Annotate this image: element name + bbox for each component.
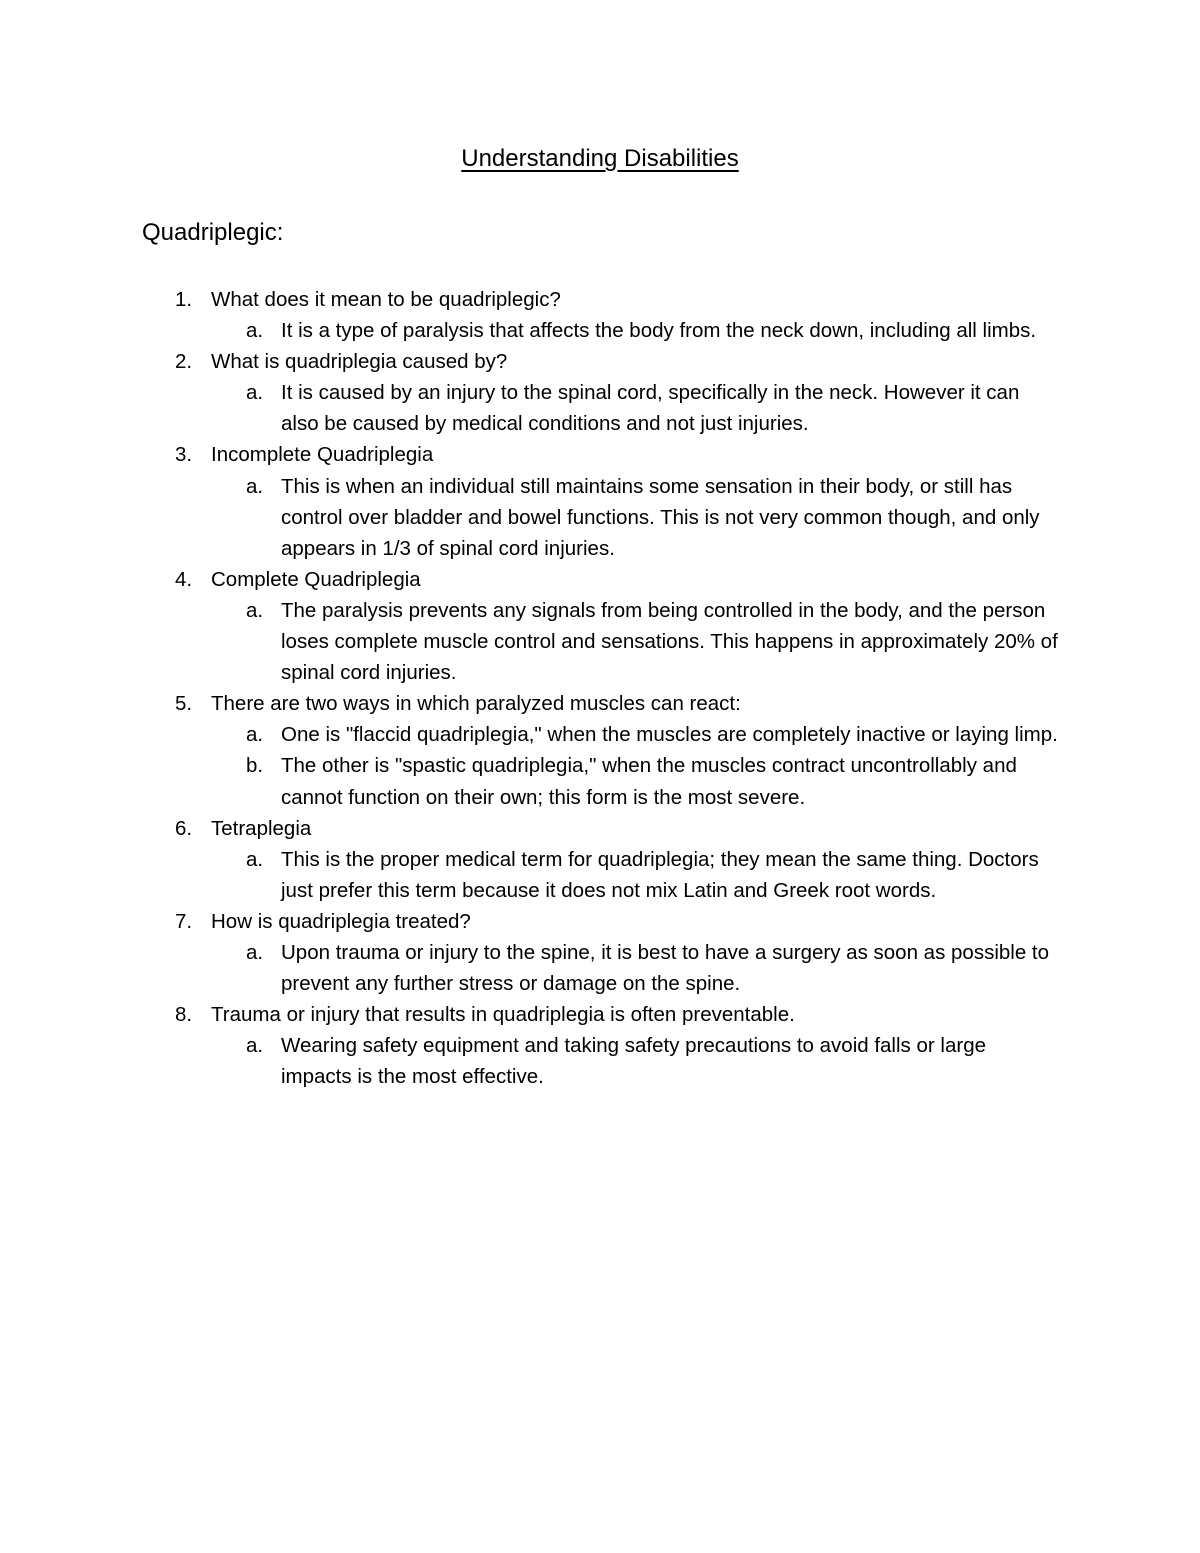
list-item-number: 1. bbox=[175, 288, 193, 311]
sub-list-item-letter: a. bbox=[246, 381, 264, 405]
list-item-text: Trauma or injury that results in quadriplegia is often preventable. bbox=[211, 1003, 795, 1027]
list-item-row bbox=[142, 439, 1082, 470]
list-item bbox=[142, 906, 1082, 999]
list-item-number: 8. bbox=[175, 1003, 193, 1027]
list-item-number: 6. bbox=[175, 816, 193, 840]
list-item-text: Complete Quadriplegia bbox=[211, 567, 421, 591]
numbered-list bbox=[142, 284, 1082, 1092]
sub-list-item-text: Wearing safety equipment and taking safety precautions to avoid falls or large impacts is the most effective. bbox=[281, 1034, 986, 1089]
sub-list-item-text: One is "flaccid quadriplegia," when the muscles are completely inactive or laying limp. bbox=[281, 723, 1058, 747]
list-item-number: 5. bbox=[175, 692, 193, 716]
list-item-row bbox=[142, 284, 1082, 315]
section-heading: Quadriplegic: bbox=[142, 219, 284, 246]
sub-list-item-letter: a. bbox=[246, 598, 264, 622]
list-item-text: How is quadriplegia treated? bbox=[211, 909, 471, 933]
list-item-text: Tetraplegia bbox=[211, 816, 312, 840]
list-item bbox=[142, 439, 1082, 563]
list-item-row bbox=[142, 906, 1082, 937]
sub-list-item-text: The other is "spastic quadriplegia," when the muscles contract uncontrollably and cannot function on their own; this form is the most severe. bbox=[281, 754, 1017, 809]
sub-list-item-letter: a. bbox=[246, 319, 264, 343]
sub-list-item bbox=[142, 1030, 1082, 1092]
list-item-row bbox=[142, 688, 1082, 719]
sub-list-item bbox=[142, 471, 1082, 564]
list-item-text: What is quadriplegia caused by? bbox=[211, 350, 508, 374]
sub-list-item-text: This is when an individual still maintains some sensation in their body, or still has control over bladder and bowel functions. This is not very common though, and only appears in 1/3 of spinal cord injuries. bbox=[281, 474, 1040, 560]
sub-list-item bbox=[142, 315, 1082, 346]
sub-list-item bbox=[142, 750, 1082, 812]
sub-list-item-text: Upon trauma or injury to the spine, it is best to have a surgery as soon as possible to prevent any further stress or damage on the spine. bbox=[281, 940, 1050, 996]
sub-list-item-letter: a. bbox=[246, 723, 264, 747]
sub-list-item-letter: a. bbox=[246, 940, 264, 964]
sub-list-item-text: It is a type of paralysis that affects the body from the neck down, including all limbs. bbox=[281, 319, 1037, 343]
list-item bbox=[142, 813, 1082, 906]
list-item bbox=[142, 564, 1082, 688]
list-item-text: There are two ways in which paralyzed muscles can react: bbox=[211, 692, 741, 716]
list-item-text: Incomplete Quadriplegia bbox=[211, 443, 434, 467]
list-item-number: 7. bbox=[175, 909, 193, 933]
list-item-row bbox=[142, 564, 1082, 595]
list-item-row bbox=[142, 346, 1082, 377]
list-item bbox=[142, 999, 1082, 1092]
sub-list-item bbox=[142, 937, 1082, 999]
sub-list-item-letter: a. bbox=[246, 847, 264, 871]
sub-list-item bbox=[142, 595, 1082, 688]
sub-list-item-text: The paralysis prevents any signals from being controlled in the body, and the person loses complete muscle control and sensations. This happens in approximately 20% of spinal cord injuries. bbox=[281, 598, 1058, 685]
sub-list-item-letter: a. bbox=[246, 1034, 264, 1058]
sub-list-item-letter: b. bbox=[246, 754, 264, 778]
list-item-number: 4. bbox=[175, 567, 193, 591]
list-item-number: 3. bbox=[175, 443, 193, 467]
list-item-row bbox=[142, 813, 1082, 844]
sub-list-item-letter: a. bbox=[246, 474, 264, 498]
list-item-number: 2. bbox=[175, 350, 193, 374]
sub-list-item bbox=[142, 719, 1082, 750]
sub-list-item bbox=[142, 377, 1082, 439]
sub-list-item bbox=[142, 844, 1082, 906]
sub-list-item-text: This is the proper medical term for quadriplegia; they mean the same thing. Doctors just prefer this term because it does not mix Latin and Greek root words. bbox=[281, 847, 1039, 902]
list-item-text: What does it mean to be quadriplegic? bbox=[211, 288, 561, 311]
list-item-row bbox=[142, 999, 1082, 1030]
list-item bbox=[142, 346, 1082, 439]
document-title: Understanding Disabilities bbox=[461, 145, 739, 172]
list-item bbox=[142, 688, 1082, 812]
sub-list-item-text: It is caused by an injury to the spinal cord, specifically in the neck. However it can also be caused by medical conditions and not just injuries. bbox=[281, 381, 1020, 436]
list-item bbox=[142, 284, 1082, 346]
